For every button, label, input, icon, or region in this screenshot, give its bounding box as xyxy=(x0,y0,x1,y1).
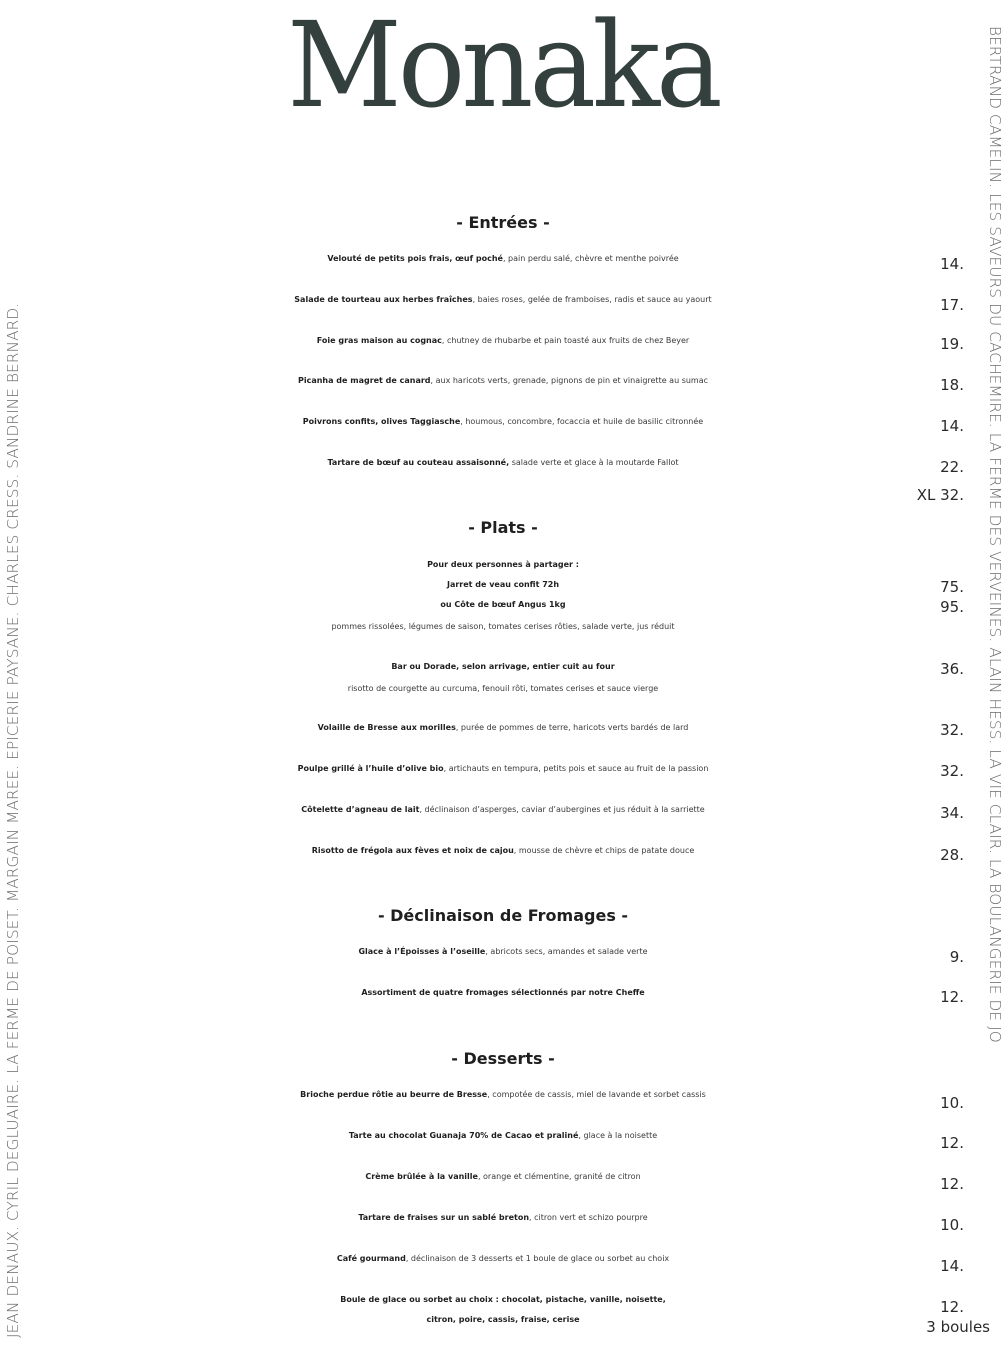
menu-item xyxy=(0,1172,1006,1181)
dish-price: 34. xyxy=(940,804,964,822)
dish-name: Poivrons confits, olives Taggiasche xyxy=(302,417,461,426)
dish-name: Côtelette d’agneau de lait xyxy=(301,805,420,814)
dish-price: 14. xyxy=(940,1257,964,1275)
menu-item xyxy=(0,458,1006,467)
section-title-desserts: - Desserts - xyxy=(451,1049,555,1068)
menu-item xyxy=(0,805,1006,814)
dish-name: Picanha de magret de canard xyxy=(297,376,431,385)
dish-name: Risotto de frégola aux fèves et noix de cajou xyxy=(311,846,514,855)
menu-item xyxy=(0,376,1006,385)
dish-price: 12. xyxy=(940,988,964,1006)
section-title-plats: - Plats - xyxy=(468,518,538,537)
dish-name: Assortiment de quatre fromages sélectionnés par notre Cheffe xyxy=(361,988,645,997)
dish-description: salade verte et glace à la moutarde Fallot xyxy=(509,458,679,467)
dish-description: , orange et clémentine, granité de citron xyxy=(477,1172,641,1181)
share-intro: Pour deux personnes à partager : xyxy=(427,560,579,569)
restaurant-logo: Monaka xyxy=(287,0,719,135)
menu-item xyxy=(0,336,1006,345)
dish-description: , houmous, concombre, focaccia et huile de basilic citronnée xyxy=(460,417,704,426)
section-title-fromages: - Déclinaison de Fromages - xyxy=(377,906,629,925)
glace-price: 12. xyxy=(940,1298,964,1316)
dish-description: , baies roses, gelée de framboises, radis et sauce au yaourt xyxy=(472,295,712,304)
section-title-entrees: - Entrées - xyxy=(456,213,550,232)
suppliers-left-text: JEAN DENAUX. CYRIL DEGLUAIRE. LA FERME DE POISET. MARGAIN MAREE. EPICERIE PAYSANE. CHARLES CRESS. SANDRINE BERNARD. xyxy=(4,302,22,1338)
dish-description: , aux haricots verts, grenade, pignons de pin et vinaigrette au sumac xyxy=(430,376,709,385)
dish-name: Tartare de fraises sur un sablé breton xyxy=(358,1213,530,1222)
dish-description: , glace à la noisette xyxy=(578,1131,658,1140)
dish-price: 32. xyxy=(940,762,964,780)
menu-item xyxy=(0,764,1006,773)
dish-name: Poulpe grillé à l’huile d’olive bio xyxy=(297,764,444,773)
glace-line-2: citron, poire, cassis, fraise, cerise xyxy=(426,1315,580,1324)
dish-name: Foie gras maison au cognac xyxy=(316,336,442,345)
dish-description: , chutney de rhubarbe et pain toasté aux fruits de chez Beyer xyxy=(441,336,690,345)
menu-item xyxy=(0,295,1006,304)
dish-name: Brioche perdue rôtie au beurre de Bresse xyxy=(300,1090,488,1099)
menu-item xyxy=(0,988,1006,997)
dish-name: Tartare de bœuf au couteau assaisonné, xyxy=(327,458,510,467)
menu-item xyxy=(0,846,1006,855)
dish-name: Tarte au chocolat Guanaja 70% de Cacao et praliné xyxy=(348,1131,579,1140)
share-option-1: Jarret de veau confit 72h xyxy=(446,580,560,589)
dish-price: 10. xyxy=(940,1216,964,1234)
dish-description: , déclinaison de 3 desserts et 1 boule de glace ou sorbet au choix xyxy=(405,1254,670,1263)
dish-price: 14. xyxy=(940,255,964,273)
menu-item xyxy=(0,417,1006,426)
dish-name: Velouté de petits pois frais, œuf poché xyxy=(327,254,503,263)
share-description: pommes rissolées, légumes de saison, tomates cerises rôties, salade verte, jus réduit xyxy=(331,622,675,631)
dish-price: 12. xyxy=(940,1175,964,1193)
dish-price: 32. xyxy=(940,721,964,739)
bar-dorade-price: 36. xyxy=(940,660,964,678)
menu-item xyxy=(0,723,1006,732)
dish-description: , artichauts en tempura, petits pois et sauce au fruit de la passion xyxy=(443,764,709,773)
suppliers-right-text: BERTRAND CAMELIN. LES SAVEURS DU CACHEMIRE. LA FERME DES VERVEINES. ALAIN HESS. LA VIE CLAIR. LA BOULANGERIE DE JO xyxy=(986,26,1004,1043)
menu-item xyxy=(0,947,1006,956)
dish-description: , abricots secs, amandes et salade verte xyxy=(485,947,648,956)
dish-price: 17. xyxy=(940,296,964,314)
dish-description: , purée de pommes de terre, haricots verts bardés de lard xyxy=(455,723,689,732)
dish-description: , compotée de cassis, miel de lavande et sorbet cassis xyxy=(487,1090,706,1099)
dish-name: Volaille de Bresse aux morilles xyxy=(317,723,456,732)
menu-item xyxy=(0,254,1006,263)
bar-dorade-description: risotto de courgette au curcuma, fenouil rôti, tomates cerises et sauce vierge xyxy=(347,684,659,693)
dish-price: 18. xyxy=(940,376,964,394)
dish-name: Salade de tourteau aux herbes fraîches xyxy=(294,295,473,304)
menu-item xyxy=(0,1213,1006,1222)
glace-price-note: 3 boules xyxy=(926,1318,990,1336)
dish-name: Crème brûlée à la vanille xyxy=(365,1172,478,1181)
dish-price: 14. xyxy=(940,417,964,435)
menu-item xyxy=(0,1090,1006,1099)
dish-name: Glace à l’Époisses à l’oseille xyxy=(358,947,486,956)
menu-item xyxy=(0,1131,1006,1140)
dish-price-xl: XL 32. xyxy=(916,486,964,504)
dish-price: 9. xyxy=(949,948,964,966)
dish-description: , citron vert et schizo pourpre xyxy=(529,1213,648,1222)
dish-description: , mousse de chèvre et chips de patate douce xyxy=(513,846,695,855)
dish-description: , déclinaison d’asperges, caviar d’aubergines et jus réduit à la sarriette xyxy=(419,805,705,814)
suppliers-right xyxy=(980,0,1006,1362)
share-option-1-price: 75. xyxy=(940,578,964,596)
dish-price: 12. xyxy=(940,1134,964,1152)
suppliers-left xyxy=(0,0,24,1362)
dish-price: 10. xyxy=(940,1094,964,1112)
menu-item xyxy=(0,1254,1006,1263)
share-option-2: ou Côte de bœuf Angus 1kg xyxy=(440,600,566,609)
dish-name: Café gourmand xyxy=(336,1254,406,1263)
dish-price: 19. xyxy=(940,335,964,353)
bar-dorade-name: Bar ou Dorade, selon arrivage, entier cuit au four xyxy=(391,662,615,671)
glace-line-1: Boule de glace ou sorbet au choix : chocolat, pistache, vanille, noisette, xyxy=(340,1295,666,1304)
dish-description: , pain perdu salé, chèvre et menthe poivrée xyxy=(502,254,679,263)
dish-price: 22. xyxy=(940,458,964,476)
share-option-2-price: 95. xyxy=(940,598,964,616)
dish-price: 28. xyxy=(940,846,964,864)
